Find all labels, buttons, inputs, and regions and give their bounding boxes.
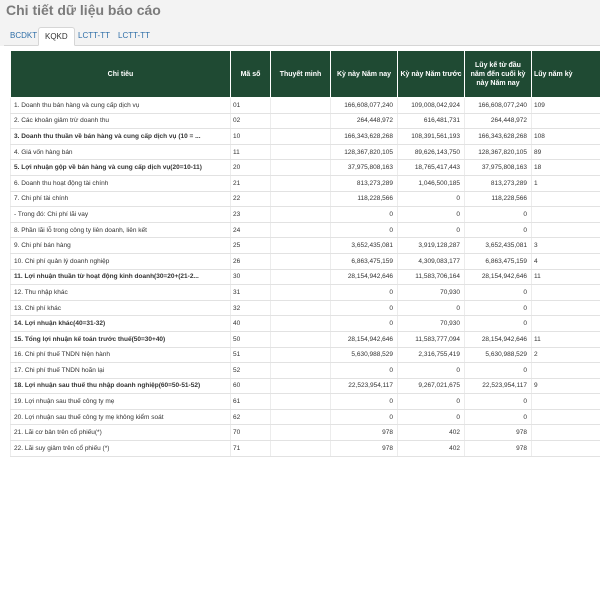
row-value-cumulative: 6,863,475,159	[465, 253, 532, 269]
row-value-cumulative-previous: 1	[532, 175, 600, 191]
row-value-previous: 0	[398, 222, 465, 238]
row-value-previous: 0	[398, 409, 465, 425]
row-name: 3. Doanh thu thuần về bán hàng và cung cấp dịch vụ (10 = ...	[11, 129, 231, 145]
row-note	[271, 316, 331, 332]
row-value-previous: 18,765,417,443	[398, 160, 465, 176]
row-value-current: 166,608,077,240	[331, 98, 398, 114]
row-value-cumulative-previous: 9	[532, 378, 600, 394]
row-value-current: 978	[331, 425, 398, 441]
row-code: 11	[231, 144, 271, 160]
row-value-cumulative-previous: 108	[532, 129, 600, 145]
row-value-cumulative: 166,608,077,240	[465, 98, 532, 114]
row-name: 12. Thu nhập khác	[11, 285, 231, 301]
row-value-previous: 0	[398, 300, 465, 316]
row-note	[271, 269, 331, 285]
row-value-cumulative: 118,228,566	[465, 191, 532, 207]
row-value-cumulative: 0	[465, 316, 532, 332]
table-row	[11, 331, 600, 347]
row-name: 18. Lợi nhuận sau thuế thu nhập doanh nghiệp(60=50-51-52)	[11, 378, 231, 394]
row-value-previous: 402	[398, 425, 465, 441]
row-value-current: 0	[331, 285, 398, 301]
row-value-cumulative-previous	[532, 113, 600, 129]
row-code: 25	[231, 238, 271, 254]
row-value-cumulative: 0	[465, 363, 532, 379]
table-row	[11, 238, 600, 254]
row-value-previous: 2,316,755,419	[398, 347, 465, 363]
row-value-current: 0	[331, 316, 398, 332]
report-table-container[interactable]	[10, 50, 600, 512]
table-row	[11, 316, 600, 332]
row-note	[271, 222, 331, 238]
table-row	[11, 98, 600, 114]
row-name: 7. Chi phí tài chính	[11, 191, 231, 207]
table-row	[11, 285, 600, 301]
row-note	[271, 175, 331, 191]
row-name: 5. Lợi nhuận gộp về bán hàng và cung cấp dịch vụ(20=10-11)	[11, 160, 231, 176]
row-value-cumulative: 166,343,628,268	[465, 129, 532, 145]
row-name: 13. Chi phí khác	[11, 300, 231, 316]
row-value-cumulative-previous: 2	[532, 347, 600, 363]
row-name: 14. Lợi nhuận khác(40=31-32)	[11, 316, 231, 332]
table-row	[11, 409, 600, 425]
row-value-cumulative-previous	[532, 363, 600, 379]
row-name: 16. Chi phí thuế TNDN hiện hành	[11, 347, 231, 363]
table-row	[11, 300, 600, 316]
row-code: 23	[231, 207, 271, 223]
tab-lctt-tt-2[interactable]: LCTT-TT	[118, 31, 150, 40]
table-row	[11, 253, 600, 269]
row-note	[271, 347, 331, 363]
row-note	[271, 98, 331, 114]
table-header-row	[11, 51, 600, 98]
row-name: 21. Lãi cơ bản trên cổ phiếu(*)	[11, 425, 231, 441]
row-value-current: 118,228,566	[331, 191, 398, 207]
table-row	[11, 363, 600, 379]
row-name: 1. Doanh thu bán hàng và cung cấp dịch vụ	[11, 98, 231, 114]
row-code: 71	[231, 441, 271, 457]
header-chi-tieu: Chỉ tiêu	[11, 51, 231, 98]
row-value-cumulative-previous	[532, 409, 600, 425]
row-name: 10. Chi phí quản lý doanh nghiệp	[11, 253, 231, 269]
row-value-cumulative-previous	[532, 222, 600, 238]
row-note	[271, 441, 331, 457]
row-value-cumulative-previous	[532, 285, 600, 301]
row-name: 11. Lợi nhuận thuần từ hoạt động kinh doanh(30=20+(21-2...	[11, 269, 231, 285]
row-value-cumulative-previous	[532, 207, 600, 223]
row-code: 10	[231, 129, 271, 145]
row-value-current: 3,652,435,081	[331, 238, 398, 254]
row-value-current: 37,975,808,163	[331, 160, 398, 176]
row-name: 2. Các khoản giảm trừ doanh thu	[11, 113, 231, 129]
row-value-cumulative-previous: 11	[532, 331, 600, 347]
row-value-previous: 4,309,083,177	[398, 253, 465, 269]
row-code: 60	[231, 378, 271, 394]
row-value-cumulative: 3,652,435,081	[465, 238, 532, 254]
row-value-cumulative: 5,630,988,529	[465, 347, 532, 363]
row-value-previous: 0	[398, 207, 465, 223]
row-code: 51	[231, 347, 271, 363]
header-ky-nay-nam-truoc: Kỳ này Năm trước	[398, 51, 465, 98]
table-row	[11, 191, 600, 207]
page-title: Chi tiết dữ liệu báo cáo	[6, 2, 161, 18]
row-code: 50	[231, 331, 271, 347]
row-value-current: 6,863,475,159	[331, 253, 398, 269]
row-value-cumulative-previous	[532, 300, 600, 316]
row-note	[271, 425, 331, 441]
row-name: 15. Tổng lợi nhuận kế toán trước thuế(50=30+40)	[11, 331, 231, 347]
row-note	[271, 394, 331, 410]
row-value-current: 28,154,942,646	[331, 269, 398, 285]
row-value-cumulative: 0	[465, 285, 532, 301]
row-value-previous: 3,919,128,287	[398, 238, 465, 254]
row-value-cumulative-previous	[532, 191, 600, 207]
row-value-current: 813,273,289	[331, 175, 398, 191]
row-value-previous: 1,046,500,185	[398, 175, 465, 191]
table-row	[11, 144, 600, 160]
table-row	[11, 160, 600, 176]
row-value-previous: 108,391,561,193	[398, 129, 465, 145]
header-thuyet-minh: Thuyết minh	[271, 51, 331, 98]
row-value-cumulative: 0	[465, 222, 532, 238]
row-code: 24	[231, 222, 271, 238]
row-value-cumulative: 813,273,289	[465, 175, 532, 191]
row-code: 52	[231, 363, 271, 379]
row-code: 22	[231, 191, 271, 207]
row-value-current: 0	[331, 222, 398, 238]
row-value-current: 0	[331, 207, 398, 223]
row-note	[271, 378, 331, 394]
row-value-current: 0	[331, 409, 398, 425]
row-value-cumulative-previous	[532, 394, 600, 410]
row-value-previous: 0	[398, 363, 465, 379]
row-note	[271, 113, 331, 129]
row-value-previous: 616,481,731	[398, 113, 465, 129]
row-note	[271, 363, 331, 379]
header-luy-ke-nam-nay: Lũy kế từ đầu năm đến cuối kỳ này Năm nay	[465, 51, 532, 98]
row-name: 19. Lợi nhuận sau thuế công ty mẹ	[11, 394, 231, 410]
row-value-cumulative: 0	[465, 300, 532, 316]
row-value-cumulative: 0	[465, 207, 532, 223]
table-row	[11, 113, 600, 129]
table-row	[11, 347, 600, 363]
table-row	[11, 378, 600, 394]
row-name: 17. Chi phí thuế TNDN hoãn lại	[11, 363, 231, 379]
row-value-cumulative-previous: 18	[532, 160, 600, 176]
row-value-previous: 0	[398, 394, 465, 410]
row-value-cumulative: 978	[465, 425, 532, 441]
row-value-cumulative: 978	[465, 441, 532, 457]
table-row	[11, 441, 600, 457]
row-value-previous: 0	[398, 191, 465, 207]
table-row	[11, 129, 600, 145]
row-note	[271, 285, 331, 301]
row-value-current: 28,154,942,646	[331, 331, 398, 347]
row-value-cumulative-previous: 89	[532, 144, 600, 160]
row-value-cumulative: 28,154,942,646	[465, 269, 532, 285]
row-note	[271, 253, 331, 269]
row-code: 70	[231, 425, 271, 441]
row-value-cumulative: 128,367,820,105	[465, 144, 532, 160]
row-value-previous: 11,583,706,164	[398, 269, 465, 285]
row-value-cumulative: 0	[465, 409, 532, 425]
row-code: 62	[231, 409, 271, 425]
row-value-cumulative: 37,975,808,163	[465, 160, 532, 176]
row-code: 01	[231, 98, 271, 114]
row-value-cumulative: 264,448,972	[465, 113, 532, 129]
row-note	[271, 409, 331, 425]
table-row	[11, 269, 600, 285]
row-note	[271, 238, 331, 254]
row-value-cumulative-previous: 109	[532, 98, 600, 114]
row-note	[271, 331, 331, 347]
table-row	[11, 222, 600, 238]
row-name: 22. Lãi suy giảm trên cổ phiếu (*)	[11, 441, 231, 457]
tab-kqkd[interactable]: KQKD	[38, 27, 75, 46]
header-luy-ke-nam-truoc: Lũy năm kỳ	[532, 51, 600, 98]
row-note	[271, 191, 331, 207]
row-value-current: 22,523,954,117	[331, 378, 398, 394]
report-panel	[0, 46, 600, 600]
row-code: 32	[231, 300, 271, 316]
tab-lctt-tt-1[interactable]: LCTT-TT	[78, 31, 110, 40]
row-value-cumulative: 28,154,942,646	[465, 331, 532, 347]
row-value-cumulative: 22,523,954,117	[465, 378, 532, 394]
row-name: 8. Phần lãi lỗ trong công ty liên doanh, liên kết	[11, 222, 231, 238]
row-value-cumulative-previous: 4	[532, 253, 600, 269]
report-tabs	[4, 27, 600, 46]
row-name: 6. Doanh thu hoạt động tài chính	[11, 175, 231, 191]
row-value-previous: 89,626,143,750	[398, 144, 465, 160]
row-value-current: 264,448,972	[331, 113, 398, 129]
row-note	[271, 129, 331, 145]
header-ky-nay-nam-nay: Kỳ này Năm nay	[331, 51, 398, 98]
row-value-cumulative-previous: 11	[532, 269, 600, 285]
table-row	[11, 207, 600, 223]
row-value-current: 978	[331, 441, 398, 457]
row-value-current: 0	[331, 394, 398, 410]
row-name: 4. Giá vốn hàng bán	[11, 144, 231, 160]
row-value-current: 5,630,988,529	[331, 347, 398, 363]
header-ma-so: Mã số	[231, 51, 271, 98]
report-table	[10, 50, 600, 457]
row-name: - Trong đó: Chi phí lãi vay	[11, 207, 231, 223]
row-code: 20	[231, 160, 271, 176]
row-value-previous: 70,930	[398, 316, 465, 332]
row-code: 30	[231, 269, 271, 285]
row-value-cumulative-previous: 3	[532, 238, 600, 254]
row-value-current: 0	[331, 300, 398, 316]
row-value-previous: 11,583,777,094	[398, 331, 465, 347]
row-code: 21	[231, 175, 271, 191]
row-note	[271, 144, 331, 160]
tab-bcdkt[interactable]: BCDKT	[10, 31, 38, 40]
row-code: 40	[231, 316, 271, 332]
row-value-current: 128,367,820,105	[331, 144, 398, 160]
row-value-previous: 109,008,042,924	[398, 98, 465, 114]
row-note	[271, 160, 331, 176]
row-value-current: 0	[331, 363, 398, 379]
row-value-previous: 70,930	[398, 285, 465, 301]
row-code: 61	[231, 394, 271, 410]
row-value-cumulative-previous	[532, 316, 600, 332]
row-value-cumulative-previous	[532, 441, 600, 457]
row-value-cumulative: 0	[465, 394, 532, 410]
row-code: 02	[231, 113, 271, 129]
row-note	[271, 300, 331, 316]
table-row	[11, 425, 600, 441]
row-note	[271, 207, 331, 223]
row-value-cumulative-previous	[532, 425, 600, 441]
row-name: 9. Chi phí bán hàng	[11, 238, 231, 254]
row-code: 26	[231, 253, 271, 269]
row-value-previous: 402	[398, 441, 465, 457]
table-row	[11, 175, 600, 191]
row-value-previous: 9,267,021,675	[398, 378, 465, 394]
row-name: 20. Lợi nhuận sau thuế công ty mẹ không kiểm soát	[11, 409, 231, 425]
row-code: 31	[231, 285, 271, 301]
table-row	[11, 394, 600, 410]
row-value-current: 166,343,628,268	[331, 129, 398, 145]
